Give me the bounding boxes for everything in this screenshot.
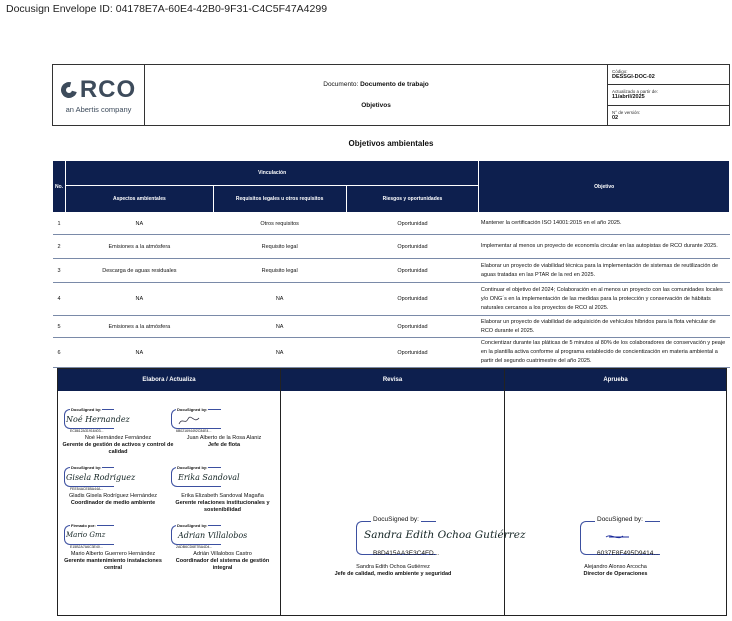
docusigned-label: DocuSigned by: [71,407,102,412]
revisa-header: Revisa [281,369,504,391]
signer-name: Erika Elizabeth Sandoval Magaña [181,493,264,499]
rco-logo-icon [58,79,80,101]
objetivo-cell: Implementar al menos un proyecto de economía circular en las autopistas de RCO durante 2025. [479,235,730,259]
table-row [53,316,730,338]
signature-table [57,368,727,616]
riesgo-cell: Oportunidad [346,338,479,368]
aprueba-column [505,369,726,615]
header-requisitos: Requisitos legales u otros requisitos [213,186,346,213]
aspecto-cell: NA [65,283,213,316]
updated-row: Actualizado a partir de: 11/abril/2025 [608,85,729,105]
signer-role: Gerente relaciones institucionales y sostenibilidad [175,500,270,513]
row-number: 5 [53,316,66,338]
signature-id: EC8612A31916403... [70,429,104,433]
signer-name: Juan Alberto de la Rosa Alaniz [186,435,262,441]
riesgo-cell: Oportunidad [346,259,479,283]
signature-id: B8D415AA3E3C4FD... [373,550,440,557]
requisito-cell: Requisito legal [213,235,346,259]
table-row [53,338,730,368]
requisito-cell: Requisito legal [213,259,346,283]
envelope-id: Docusign Envelope ID: 04178E7A-60E4-42B0-9F31-C4C5F47A4299 [6,3,328,15]
row-number: 3 [53,259,66,283]
table-row [53,283,730,316]
objetivo-cell: Concientizar durante las pláticas de 5 minutos al 80% de los colaboradores de conservación y peaje en la plantilla activa conforme al programa establecido de concientización en materia ambiental a partir del segundo cuatrimestre del año 2025. [479,338,730,368]
docusigned-label: DocuSigned by: [373,516,419,523]
signer-name: Mario Alberto Guerrero Hernández [70,551,156,557]
riesgo-cell: Oportunidad [346,316,479,338]
docusigned-label: DocuSigned by: [177,407,208,412]
signer-name: Noé Hernández Fernández [84,435,152,441]
signer-role: Coordinador de medio ambiente [70,500,156,506]
signer-role: Jefe de calidad, medio ambiente y seguridad [334,571,452,577]
aspecto-cell: NA [65,213,213,235]
aspecto-cell: Descarga de aguas residuales [65,259,213,283]
objetivo-cell: Mantener la certificación ISO 14001:2015 en el año 2025. [479,213,730,235]
signature-gisela: Gisela Rodriguez [66,473,136,482]
row-number: 4 [53,283,66,316]
document-title: Objetivos [361,102,391,109]
signature-noe: Noé Hernandez [66,415,130,424]
document-header [52,64,730,126]
header-no: No. [53,161,66,213]
logo [53,65,145,125]
firmado-label: Firmado por: [71,523,96,528]
row-number: 1 [53,213,66,235]
section-title: Objetivos ambientales [348,139,434,148]
docusigned-label: DocuSigned by: [597,516,643,523]
table-row [53,259,730,283]
logo-subtitle: an Abertis company [65,105,132,114]
elabora-column [58,369,281,615]
signer-role: Director de Operaciones [583,571,648,577]
aspecto-cell: Emisiones a la atmósfera [65,316,213,338]
signer-name: Gladis Gisela Rodríguez Hernández [68,493,158,499]
elabora-header: Elabora / Actualiza [58,369,280,391]
riesgo-cell: Oportunidad [346,283,479,316]
signature-id: E15B2A7A6C3E40... [70,545,103,549]
requisito-cell: NA [213,316,346,338]
header-objetivo: Objetivo [479,161,730,213]
objetivo-cell: Elaborar un proyecto de viabilidad de adquisición de vehículos híbridos para la flota vehicular de RCO durante el 2025. [479,316,730,338]
signature-erika: Erika Sandoval [178,473,240,482]
docusigned-label: DocuSigned by: [177,523,208,528]
version-row: N° de versión: 02 [612,109,641,121]
signer-role: Coordinador del sistema de gestión integral [175,558,270,571]
signer-role: Gerente mantenimiento instalaciones central [64,558,162,571]
table-row [53,213,730,235]
riesgo-cell: Oportunidad [346,213,479,235]
aspecto-cell: Emisiones a la atmósfera [65,235,213,259]
signature-mario: Mario Gmz [66,531,106,539]
signature-id: 6037E8F495D9414... [597,550,659,557]
requisito-cell: Otros requisitos [213,213,346,235]
logo-text: RCO [79,76,137,103]
riesgo-cell: Oportunidad [346,235,479,259]
requisito-cell: NA [213,338,346,368]
signer-role: Gerente de gestión de activos y control de calidad [62,442,174,455]
objetivo-cell: Elaborar un proyecto de viabilidad técnica para la implementación de sistemas de reutilización de aguas tratadas en las PTAR de la red en 2025. [479,259,730,283]
docusigned-label: DocuSigned by: [177,465,208,470]
header-aspectos: Aspectos ambientales [65,186,213,213]
document-type: Documento: Documento de trabajo [323,81,429,88]
row-number: 2 [53,235,66,259]
header-riesgos: Riesgos y oportunidades [346,186,479,213]
revisa-column [281,369,526,615]
signature-sandra: Sandra Edith Ochoa Gutiérrez [364,529,526,541]
signer-name: Adrián Villalobos Castro [193,551,252,557]
signature-alejandro-icon [605,529,631,547]
signer-role: Jefe de flota [207,442,241,448]
signature-id: 2ADB6CD6E7BA4D4... [176,545,213,549]
signer-name: Alejandro Alonso Arcocha [584,564,647,570]
header-vinculacion: Vinculación [65,161,478,186]
aspecto-cell: NA [65,338,213,368]
objectives-table [52,160,730,368]
requisito-cell: NA [213,283,346,316]
docusigned-label: DocuSigned by: [71,465,102,470]
signer-name: Sandra Edith Ochoa Gutiérrez [356,564,430,570]
signature-id: FEE54ACE85A44A... [70,487,104,491]
row-number: 6 [53,338,66,368]
signature-id: 6B021694492C84E4... [176,429,212,433]
objetivo-cell: Continuar el objetivo del 2024; Colaboración en al menos un proyecto con las comunidades locales y/o ONG´s en la implementación de las medidas para la protección y conservación de hábitats naturales cercanos a los proyectos de RCO al 2025. [479,283,730,316]
signature-adrian: Adrian Villalobos [178,531,248,540]
aprueba-header: Aprueba [505,369,726,391]
code-row: Código: DESSGI-DOC-02 [608,65,729,85]
table-row [53,235,730,259]
